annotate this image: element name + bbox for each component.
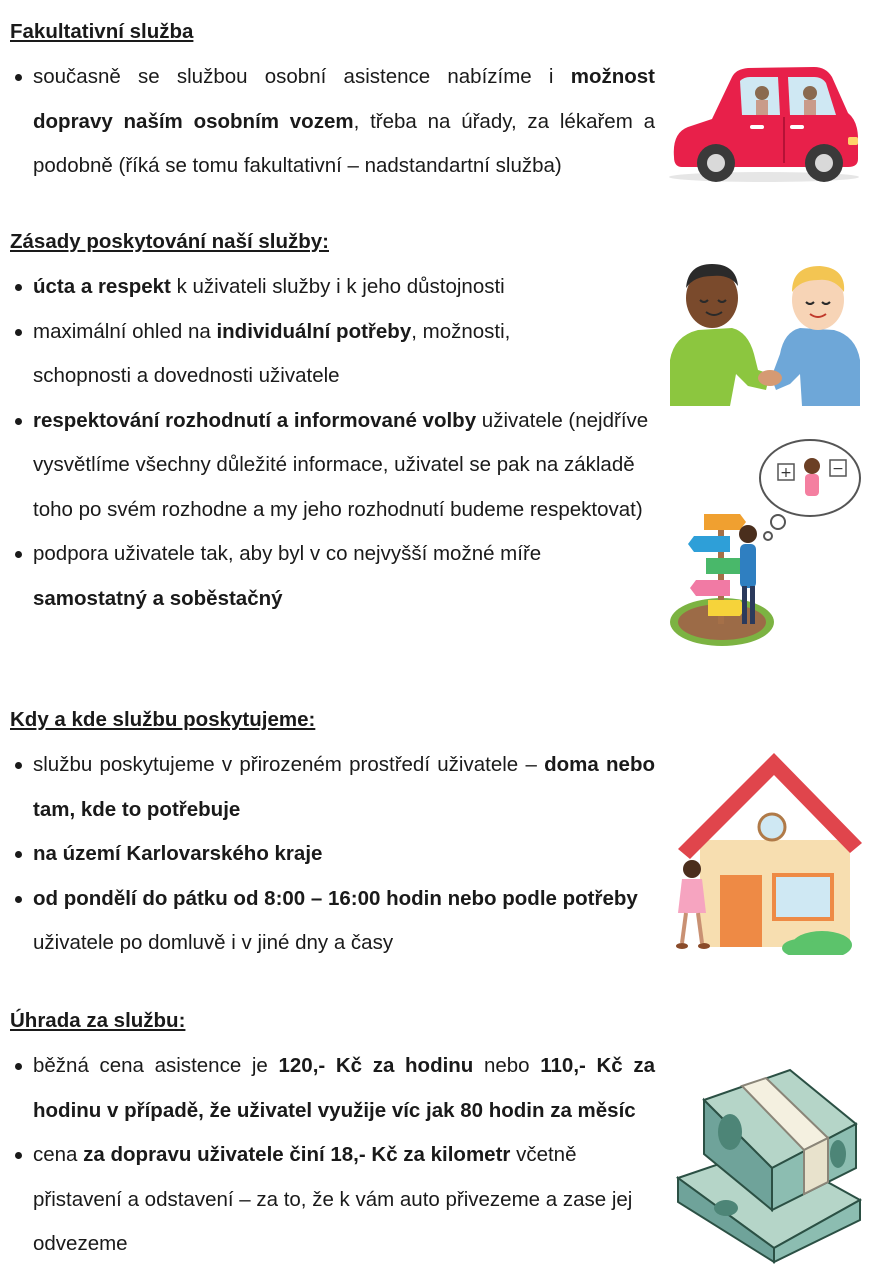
decision-signpost-illustration <box>670 436 870 650</box>
section-heading: Úhrada za službu: <box>10 1009 186 1032</box>
house-illustration <box>664 745 864 955</box>
list-item: maximální ohled na individuální potřeby, možnosti, schopnosti a dovednosti uživatele <box>10 310 655 399</box>
list-item: cena za dopravu uživatele činí 18,- Kč za kilometr včetně přistavení a odstavení – za to, že k vám auto přivezeme a zase jej odvezeme <box>10 1133 655 1267</box>
list-item: podpora uživatele tak, aby byl v co nejvyšší možné míře samostatný a soběstačný <box>10 532 655 621</box>
section-uhrada <box>10 1009 655 1267</box>
list-item: na území Karlovarského kraje <box>10 832 655 877</box>
list-item: respektování rozhodnutí a informované volby uživatele (nejdříve vysvětlíme všechny důležité informace, uživatel se pak na základě toho po svém rozhodne a my jeho rozhodnutí budeme respektovat) <box>10 399 655 533</box>
svg-text:+: + <box>780 465 792 481</box>
list-item: běžná cena asistence je 120,- Kč za hodinu nebo 110,- Kč za hodinu v případě, že uživatel využije víc jak 80 hodin za měsíc <box>10 1044 655 1133</box>
bullet-list <box>10 265 655 621</box>
section-heading: Zásady poskytování naší služby: <box>10 230 329 253</box>
list-item: službu poskytujeme v přirozeném prostředí uživatele – doma nebo tam, kde to potřebuje <box>10 743 655 832</box>
section-fakultativni <box>10 20 655 189</box>
list-item: úcta a respekt k uživateli služby i k jeho důstojnosti <box>10 265 655 310</box>
section-kdy-a-kde <box>10 708 655 966</box>
section-heading: Kdy a kde službu poskytujeme: <box>10 708 316 731</box>
car-illustration <box>664 55 864 185</box>
money-stack-illustration <box>670 1050 866 1266</box>
svg-text:−: − <box>832 461 844 477</box>
section-zasady <box>10 230 655 621</box>
list-item: od pondělí do pátku od 8:00 – 16:00 hodin nebo podle potřeby uživatele po domluvě i v jiné dny a časy <box>10 877 655 966</box>
list-item: současně se službou osobní asistence nabízíme i možnost dopravy naším osobním vozem, třeba na úřady, za lékařem a podobně (říká se tomu fakultativní – nadstandartní služba) <box>10 55 655 189</box>
bullet-list <box>10 1044 655 1267</box>
bullet-list <box>10 743 655 966</box>
section-heading: Fakultativní služba <box>10 20 194 43</box>
bullet-list <box>10 55 655 189</box>
handshake-illustration <box>670 258 860 408</box>
